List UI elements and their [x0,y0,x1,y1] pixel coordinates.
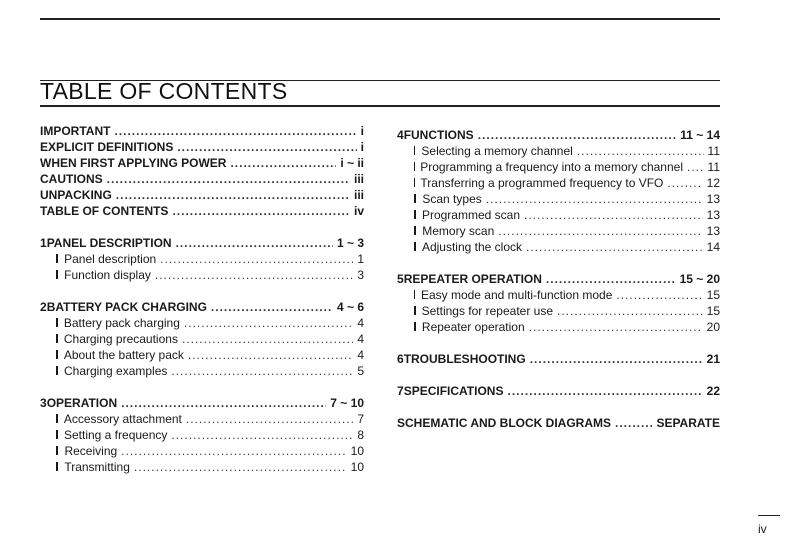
toc-sub-entry[interactable] [414,288,720,302]
square-bullet-icon [414,194,416,203]
leader-dots [507,384,702,398]
toc-entry-label: Panel description [64,252,157,266]
toc-entry-label: EXPLICIT DEFINITIONS [40,140,174,154]
section-number: 7 [397,384,404,398]
toc-entry-label: WHEN FIRST APPLYING POWER [40,156,227,170]
toc-entry-page: i ~ ii [340,156,364,170]
square-bullet-icon [414,146,415,155]
page-title: TABLE OF CONTENTS [40,78,288,104]
toc-entry-label: TROUBLESHOOTING [403,352,526,366]
leader-dots [160,252,353,266]
section-number: 4 [397,128,404,142]
leader-dots [687,160,704,174]
toc-entry[interactable] [40,140,364,154]
toc-entry-page: 3 [357,268,364,282]
top-rule [40,18,720,20]
toc-entry-label: About the battery pack [63,348,184,362]
toc-entry-label: Programming a frequency into a memory channel [420,160,683,174]
toc-sub-entry[interactable] [56,428,364,442]
toc-sub-entry[interactable] [56,412,364,426]
toc-sub-entry[interactable] [56,316,364,330]
toc-entry-page: 15 [706,304,720,318]
square-bullet-icon [414,210,416,219]
section-number: 3 [40,396,47,410]
leader-dots [121,444,346,458]
toc-entry[interactable] [397,384,720,398]
toc-entry-page: 10 [350,444,364,458]
leader-dots [478,128,677,142]
leader-dots [121,396,326,410]
toc-entry[interactable] [40,396,364,410]
toc-entry-label: Adjusting the clock [421,240,522,254]
toc-sub-entry[interactable] [414,224,720,238]
toc-entry-page: 8 [357,428,364,442]
toc-entry[interactable] [40,188,364,202]
toc-entry-page: iii [353,172,364,186]
leader-dots [171,364,353,378]
toc-entry-page: 15 ~ 20 [679,272,720,286]
toc-entry-label: Easy mode and multi-function mode [420,288,613,302]
leader-dots [171,428,353,442]
toc-entry-label: SPECIFICATIONS [403,384,504,398]
toc-entry-page: 21 [706,352,720,366]
toc-entry-label: Accessory attachment [63,412,182,426]
toc-entry-label: Repeater operation [421,320,525,334]
toc-entry-label: Battery pack charging [63,316,180,330]
leader-dots [526,240,703,254]
toc-sub-entry[interactable] [414,160,720,174]
square-bullet-icon [56,366,58,375]
toc-sub-entry[interactable] [56,252,364,266]
toc-entry-page: 1 ~ 3 [336,236,364,250]
toc-entry-page: 4 [357,316,364,330]
leader-dots [134,460,347,474]
leader-dots [546,272,676,286]
toc-sub-entry[interactable] [414,144,720,158]
square-bullet-icon [414,242,416,251]
toc-entry-page: 22 [706,384,720,398]
leader-dots [667,176,702,190]
toc-sub-entry[interactable] [56,268,364,282]
leader-dots [114,124,356,138]
leader-dots [177,140,356,154]
section-number: 2 [40,300,47,314]
toc-entry-page: SEPARATE [656,416,720,430]
toc-sub-entry[interactable] [56,332,364,346]
square-bullet-icon [56,350,58,359]
square-bullet-icon [414,306,416,315]
toc-entry[interactable] [40,204,364,218]
toc-entry-page: 10 [350,460,364,474]
leader-dots [172,204,350,218]
toc-entry-label: Transferring a programmed frequency to VFO [420,176,664,190]
leader-dots [530,352,703,366]
leader-dots [182,332,353,346]
toc-entry-label: Charging precautions [63,332,178,346]
toc-entry[interactable] [397,416,720,430]
toc-entry-label: FUNCTIONS [403,128,474,142]
leader-dots [116,188,350,202]
section-number: 1 [40,236,47,250]
square-bullet-icon [56,446,58,455]
toc-entry-page: 4 ~ 6 [336,300,364,314]
toc-sub-entry[interactable] [56,444,364,458]
leader-dots [211,300,333,314]
toc-entry-page: 5 [357,364,364,378]
toc-sub-entry[interactable] [414,192,720,206]
square-bullet-icon [56,318,58,327]
toc-entry[interactable] [40,172,364,186]
square-bullet-icon [414,290,415,299]
toc-entry-label: Selecting a memory channel [421,144,573,158]
toc-entry-page: 14 [706,240,720,254]
leader-dots [529,320,703,334]
leader-dots [557,304,703,318]
toc-entry-page: 4 [357,332,364,346]
section-number: 5 [397,272,404,286]
square-bullet-icon [414,322,416,331]
leader-dots [155,268,353,282]
toc-entry-label: Programmed scan [421,208,520,222]
square-bullet-icon [56,334,58,343]
toc-entry-label: Receiving [64,444,118,458]
toc-entry-label: REPEATER OPERATION [403,272,542,286]
toc-entry[interactable] [397,352,720,366]
toc-entry-label: CAUTIONS [40,172,103,186]
toc-sub-entry[interactable] [414,208,720,222]
leader-dots [188,348,353,362]
toc-entry-label: Settings for repeater use [421,304,554,318]
toc-entry-label: SCHEMATIC AND BLOCK DIAGRAMS [397,416,611,430]
toc-entry-label: PANEL DESCRIPTION [46,236,172,250]
square-bullet-icon [56,414,58,423]
toc-entry-page: 13 [706,192,720,206]
toc-entry-page: 13 [706,208,720,222]
toc-entry-page: 7 [357,412,364,426]
toc-entry-page: 13 [706,224,720,238]
toc-entry-page: 11 [707,144,720,158]
leader-dots [486,192,703,206]
toc-sub-entry[interactable] [56,460,364,474]
leader-dots [107,172,350,186]
toc-entry-label: TABLE OF CONTENTS [40,204,169,218]
toc-entry[interactable] [40,300,364,314]
toc-entry[interactable] [397,272,720,286]
toc-entry-page: 20 [706,320,720,334]
toc-entry-label: Memory scan [422,224,495,238]
toc-entry-page: i [360,140,364,154]
square-bullet-icon [56,270,58,279]
leader-dots [498,224,702,238]
leader-dots [616,288,702,302]
toc-sub-entry[interactable] [56,348,364,362]
toc-entry-page: 4 [357,348,364,362]
title-bottom-rule [40,105,720,107]
leader-dots [230,156,336,170]
square-bullet-icon [56,430,58,439]
toc-entry-label: Charging examples [63,364,168,378]
leader-dots [186,412,353,426]
leader-dots [524,208,703,222]
toc-entry-label: Scan types [422,192,482,206]
toc-entry-label: BATTERY PACK CHARGING [46,300,207,314]
toc-entry-page: i [360,124,364,138]
toc-entry-page: 11 ~ 14 [680,128,720,142]
toc-entry-page: iii [353,188,364,202]
toc-sub-entry[interactable] [414,320,720,334]
toc-entry[interactable] [40,236,364,250]
toc-entry-label: IMPORTANT [40,124,111,138]
toc-entry-label: Transmitting [64,460,130,474]
toc-entry-page: 15 [706,288,720,302]
toc-entry[interactable] [40,156,364,170]
toc-sub-entry[interactable] [414,176,720,190]
square-bullet-icon [56,462,58,471]
leader-dots [184,316,353,330]
leader-dots [615,416,652,430]
page-number-rule [758,515,780,516]
square-bullet-icon [56,254,58,263]
toc-sub-entry[interactable] [56,364,364,378]
toc-sub-entry[interactable] [414,240,720,254]
toc-entry-label: Setting a frequency [63,428,168,442]
toc-entry-page: 12 [706,176,720,190]
square-bullet-icon [414,226,416,235]
toc-entry-label: UNPACKING [40,188,112,202]
toc-entry-label: OPERATION [46,396,118,410]
toc-entry-page: 1 [357,252,364,266]
toc-sub-entry[interactable] [414,304,720,318]
toc-entry-page: 7 ~ 10 [330,396,364,410]
toc-entry[interactable] [397,128,720,142]
toc-entry-label: Function display [64,268,151,282]
section-number: 6 [397,352,404,366]
leader-dots [176,236,333,250]
toc-entry[interactable] [40,124,364,138]
toc-entry-page: iv [353,204,364,218]
toc-entry-page: 11 [707,160,720,174]
leader-dots [577,144,704,158]
page-number: iv [758,522,767,536]
